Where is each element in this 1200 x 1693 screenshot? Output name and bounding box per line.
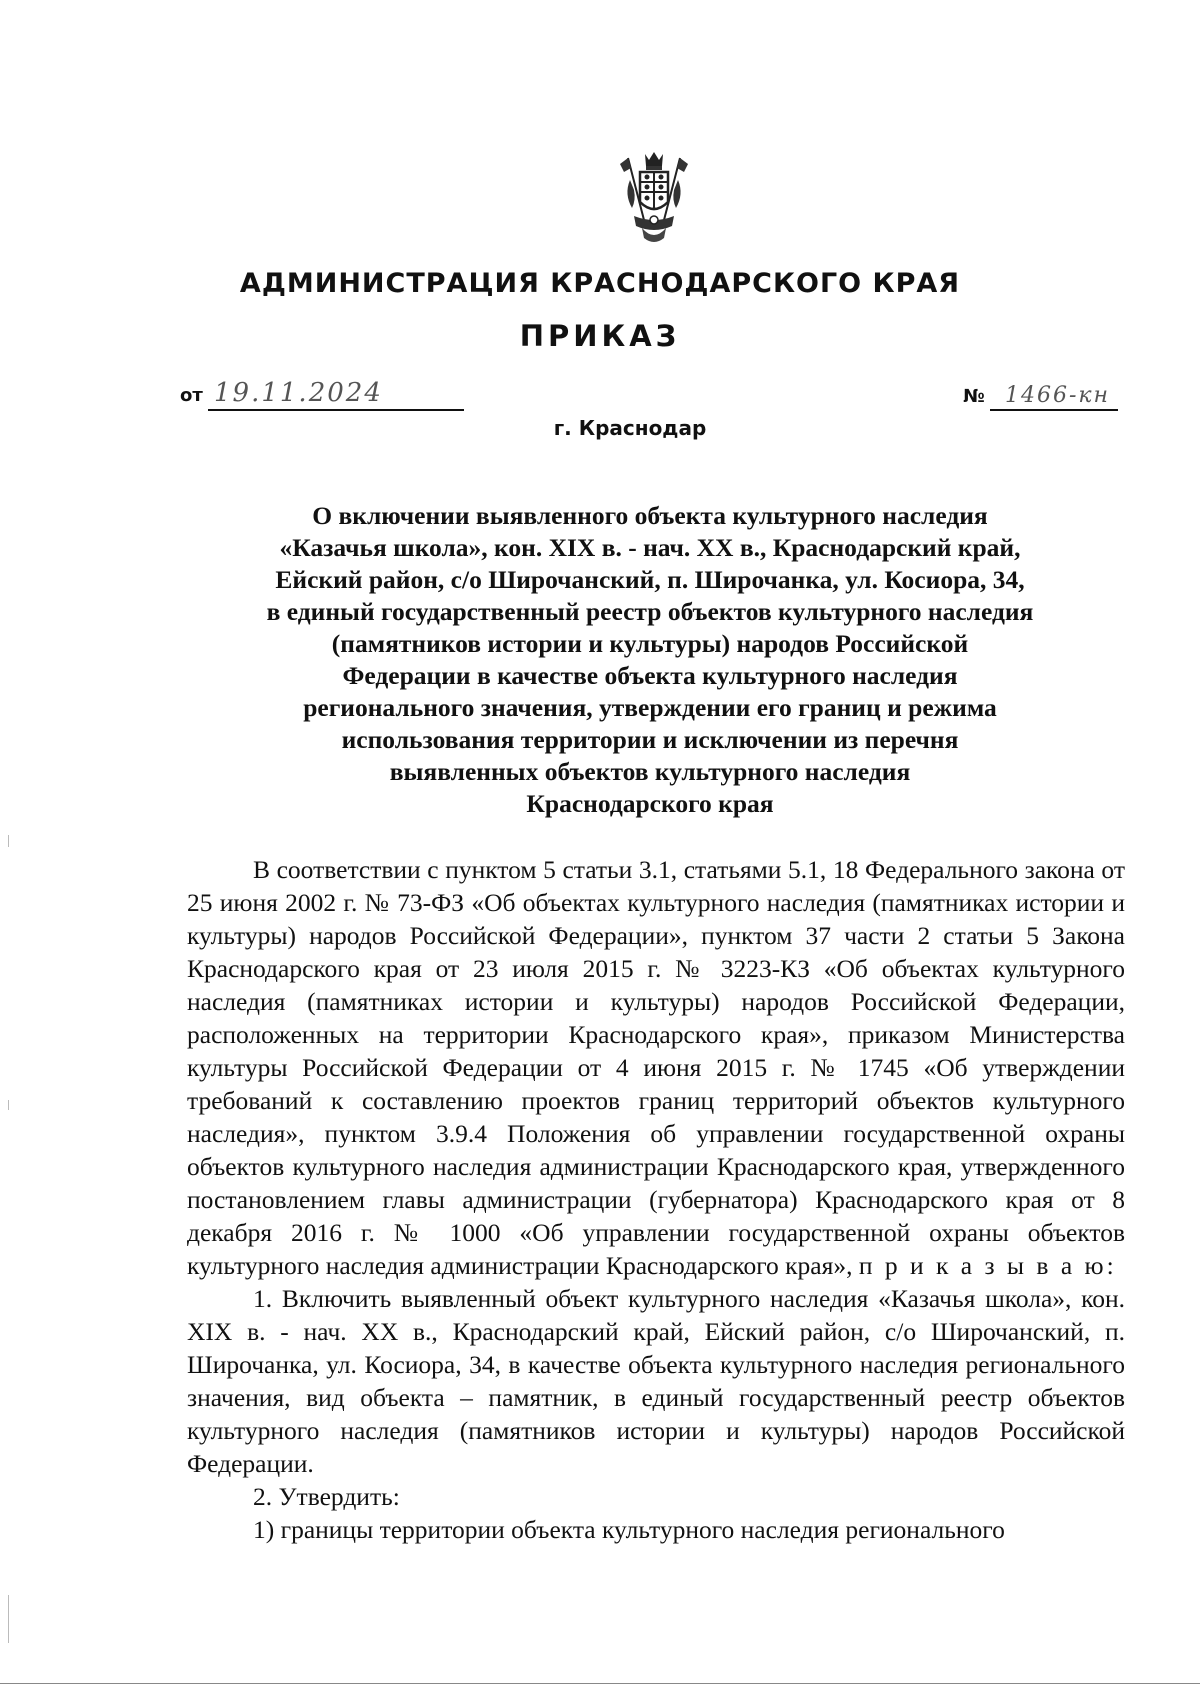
organization-title: АДМИНИСТРАЦИЯ КРАСНОДАРСКОГО КРАЯ — [239, 268, 961, 299]
scan-artifact — [8, 1595, 9, 1643]
title-line: в единый государственный реестр объектов культурного наследия — [266, 597, 1034, 626]
item-2-paragraph: 2. Утвердить: — [253, 1482, 400, 1511]
number-underline — [990, 409, 1118, 411]
scan-artifact — [8, 1100, 9, 1110]
title-line: Краснодарского края — [526, 789, 774, 818]
title-line: регионального значения, утверждении его границ и режима — [303, 693, 997, 722]
title-line: О включении выявленного объекта культурного наследия — [312, 501, 988, 530]
scan-artifact — [8, 835, 9, 847]
title-line: Федерации в качестве объекта культурного наследия — [342, 661, 958, 690]
title-line: Ейский район, с/о Широчанский, п. Широчанка, ул. Косиора, 34, — [275, 565, 1025, 594]
item-1-paragraph: 1. Включить выявленный объект культурного наследия «Казачья школа», кон. XIX в. - нач. XX в., Краснодарский край, Ейский район, с/о Широчанский, п. Широчанка, ул. Косиора, 34, в качестве объекта культурного наследия регионального значения, вид объекта – памятник, в единый государственный реестр объектов культурного наследия (памятников истории и культуры) народов Российской Федерации. — [187, 1284, 1125, 1478]
title-line: выявленных объектов культурного наследия — [389, 757, 911, 786]
handwritten-number: 1466-кн — [1005, 383, 1111, 408]
coat-of-arms-emblem — [618, 150, 690, 246]
document-type-heading: ПРИКАЗ — [519, 319, 681, 353]
preamble-text: В соответствии с пунктом 5 статьи 3.1, статьями 5.1, 18 Федерального закона от 25 июня 2002 г. № 73-ФЗ «Об объектах культурного наследия (памятниках истории и культуры) народов Российской Федерации», пунктом 37 части 2 статьи 5 Закона Краснодарского края от 23 июля 2015 г. № 3223-КЗ «Об объектах культурного наследия (памятниках истории и культуры) народов Российской Федерации, расположенных на территории Краснодарского края», приказом Министерства культуры Российской Федерации от 4 июня 2015 г. № 1745 «Об утверждении требований к составлению проектов границ территорий объектов культурного наследия», пунктом 3.9.4 Положения об управлении государственной охраны объектов культурного наследия администрации Краснодарского края, утвержденного постановлением главы администрации (губернатора) Краснодарского края от 8 декабря 2016 г. № 1000 «Об управлении государственной охраны объектов культурного наследия администрации Краснодарского края», — [187, 855, 1125, 1280]
preamble-paragraph — [187, 853, 1125, 1282]
item-2-subitem-1: 1) границы территории объекта культурного наследия регионального — [253, 1515, 1005, 1544]
title-line: (памятников истории и культуры) народов Российской — [331, 629, 969, 658]
title-line: «Казачья школа», кон. XIX в. - нач. XX в., Краснодарский край, — [279, 533, 1021, 562]
document-body — [187, 853, 1125, 1546]
city-label: г. Краснодар — [553, 416, 707, 440]
date-label: от — [180, 385, 203, 406]
scan-bottom-edge — [0, 1683, 1200, 1684]
handwritten-date: 19.11.2024 — [214, 378, 383, 408]
document-title — [180, 500, 1120, 820]
date-underline — [208, 409, 464, 411]
title-line: использования территории и исключении из перечня — [341, 725, 959, 754]
number-label: № — [963, 386, 985, 407]
order-word: п р и к а з ы в а ю: — [858, 1251, 1117, 1280]
